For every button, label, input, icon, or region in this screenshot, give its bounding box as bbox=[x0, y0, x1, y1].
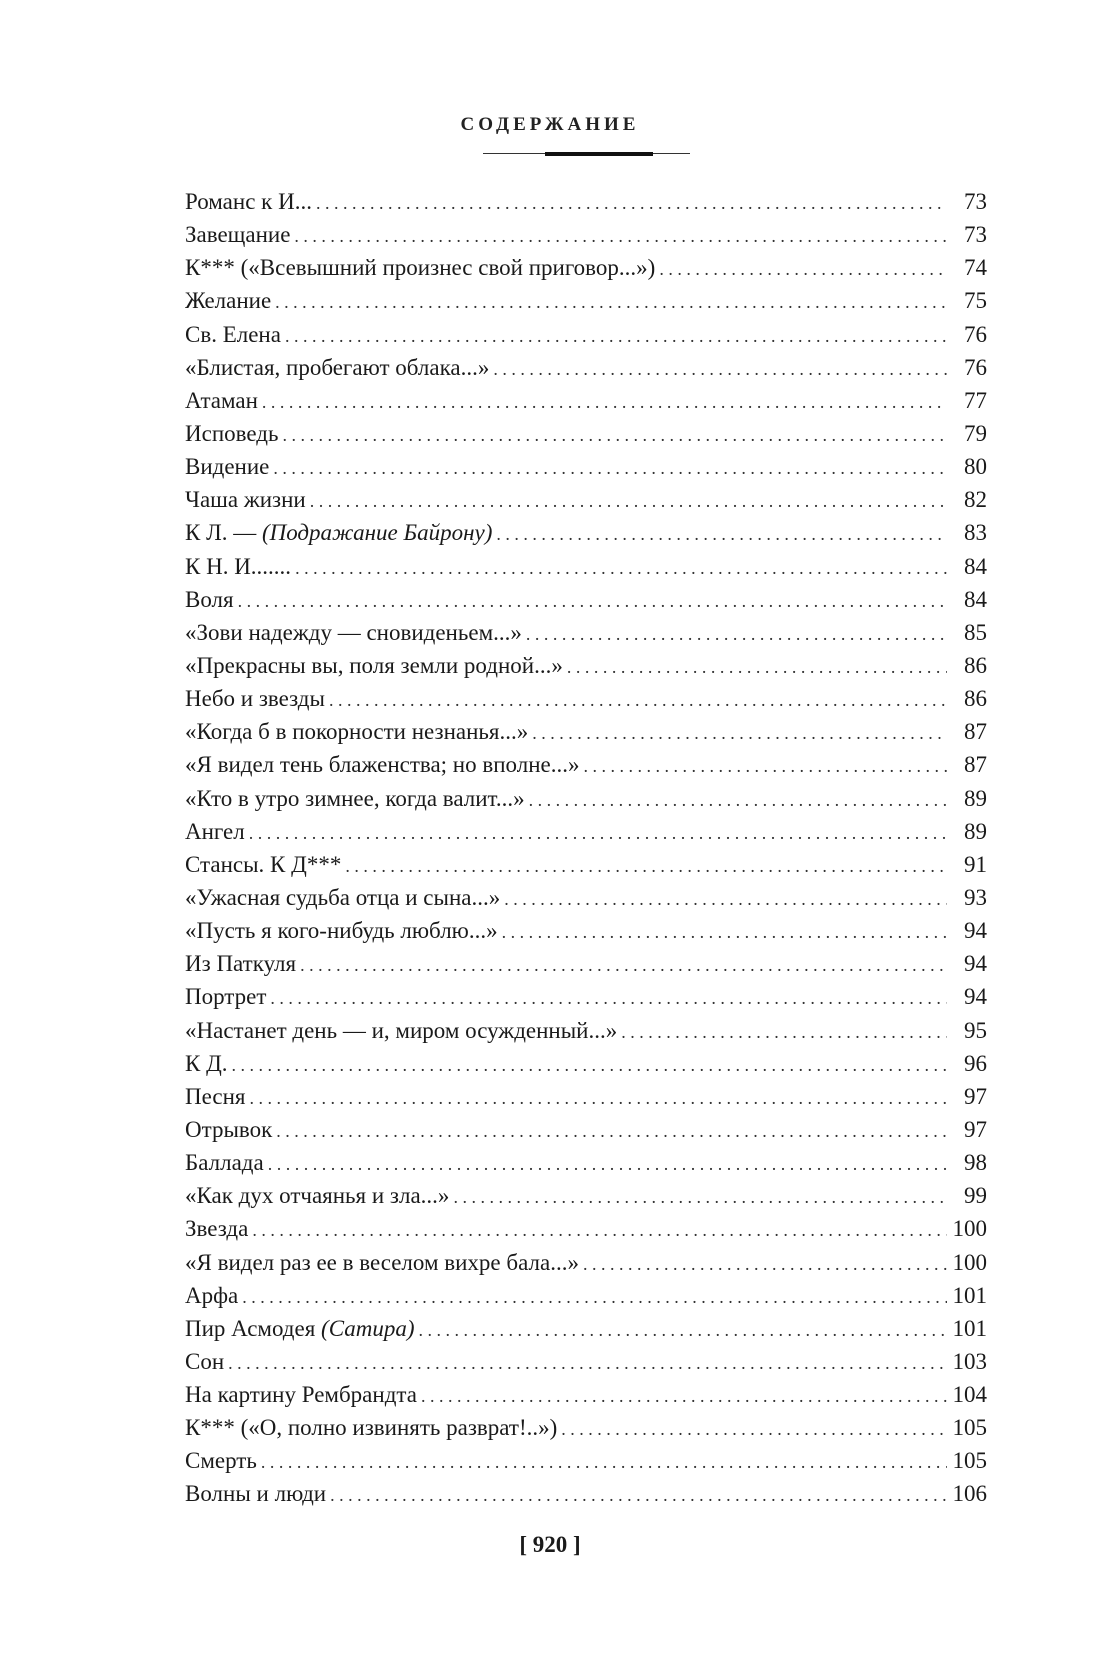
toc-entry bbox=[185, 980, 987, 1013]
toc-entry-title bbox=[185, 384, 258, 417]
toc-entry-page: 100 bbox=[952, 1216, 987, 1242]
toc-entry-title-text: «Когда б в покорности незнанья...» bbox=[185, 719, 529, 745]
dot-leader bbox=[261, 1446, 947, 1479]
toc-entry-title-text: «Я видел тень блаженства; но вполне...» bbox=[185, 752, 580, 778]
toc-entry-page: 86 bbox=[964, 652, 987, 678]
toc-entry bbox=[185, 782, 987, 815]
dot-leader bbox=[295, 552, 947, 585]
toc-entry-page: 85 bbox=[964, 619, 987, 645]
toc-entry-title bbox=[185, 1146, 264, 1179]
toc-entry-title bbox=[185, 1279, 238, 1312]
page-title: СОДЕРЖАНИЕ bbox=[460, 114, 640, 135]
toc-entry-title-text: Завещание bbox=[185, 222, 291, 248]
toc-entry-page: 101 bbox=[952, 1315, 987, 1341]
toc-entry-title bbox=[185, 947, 296, 980]
toc-entry-title bbox=[185, 1444, 257, 1477]
dot-leader bbox=[273, 452, 947, 485]
toc-entry-title-text: Волны и люди bbox=[185, 1481, 327, 1507]
toc-entry bbox=[185, 583, 987, 616]
toc-entry-title bbox=[185, 185, 312, 218]
toc-entry-title-text: «Настанет день — и, миром осужденный...» bbox=[185, 1017, 618, 1043]
dot-leader bbox=[418, 1314, 947, 1347]
toc-entry-title bbox=[185, 914, 498, 947]
toc-entry bbox=[185, 218, 987, 251]
toc-entry bbox=[185, 284, 987, 317]
toc-entry-title-text: Сон bbox=[185, 1348, 225, 1374]
dot-leader bbox=[529, 784, 947, 817]
dot-leader bbox=[276, 1115, 947, 1148]
toc-entry-title bbox=[185, 251, 655, 284]
toc-entry bbox=[185, 318, 987, 351]
dot-leader bbox=[238, 585, 947, 618]
dot-leader bbox=[250, 1082, 948, 1115]
toc-entry-title-text: К Д. bbox=[185, 1050, 228, 1076]
toc-entry-title-italic: (Подражание Байрону) bbox=[261, 520, 493, 546]
dot-leader bbox=[659, 253, 947, 286]
dot-leader bbox=[310, 485, 947, 518]
toc-entry bbox=[185, 1411, 987, 1444]
toc-entry-title bbox=[185, 1246, 579, 1279]
toc-entry-page: 77 bbox=[964, 387, 987, 413]
toc-entry bbox=[185, 516, 987, 549]
toc-entry-page: 73 bbox=[964, 222, 987, 248]
toc-entry-page: 80 bbox=[964, 454, 987, 480]
dot-leader bbox=[300, 949, 947, 982]
toc-entry-title bbox=[185, 1411, 557, 1444]
dot-leader bbox=[252, 1214, 947, 1247]
dot-leader bbox=[262, 386, 947, 419]
toc-entry bbox=[185, 1246, 987, 1279]
toc-entry-title bbox=[185, 1477, 326, 1510]
toc-entry-title bbox=[185, 815, 245, 848]
toc-entry-title bbox=[185, 218, 290, 251]
toc-entry-page: 76 bbox=[964, 354, 987, 380]
toc-entry bbox=[185, 550, 987, 583]
toc-entry-title bbox=[185, 881, 500, 914]
toc-entry-page: 105 bbox=[952, 1448, 987, 1474]
toc-entry-title-text: Песня bbox=[185, 1083, 246, 1109]
toc-entry-page: 101 bbox=[952, 1282, 987, 1308]
toc-entry-page: 99 bbox=[964, 1183, 987, 1209]
toc-entry bbox=[185, 1014, 987, 1047]
toc-entry-title bbox=[185, 715, 528, 748]
toc-entry bbox=[185, 417, 987, 450]
toc-entry-page: 82 bbox=[964, 487, 987, 513]
toc-entry-title-text: «Блистая, пробегают облака...» bbox=[185, 354, 490, 380]
dot-leader bbox=[504, 883, 947, 916]
dot-leader bbox=[496, 518, 947, 551]
toc-entry-title-text: «Прекрасны вы, поля земли родной...» bbox=[185, 652, 563, 678]
toc-entry-title-text: Желание bbox=[185, 288, 272, 314]
dot-leader bbox=[294, 220, 947, 253]
toc-entry bbox=[185, 815, 987, 848]
toc-entry-title-italic: (Сатира) bbox=[321, 1315, 415, 1341]
toc-entry-title-text: К*** («Всевышний произнес свой приговор...») bbox=[185, 255, 656, 281]
dot-leader bbox=[567, 651, 947, 684]
toc-entry-title bbox=[185, 483, 306, 516]
toc-entry-page: 98 bbox=[964, 1150, 987, 1176]
toc-entry bbox=[185, 1146, 987, 1179]
dot-leader bbox=[270, 982, 947, 1015]
dot-leader bbox=[532, 717, 947, 750]
toc-entry-page: 94 bbox=[964, 984, 987, 1010]
toc-entry-title bbox=[185, 318, 281, 351]
toc-entry-page: 83 bbox=[964, 520, 987, 546]
dot-leader bbox=[268, 1148, 947, 1181]
toc-entry-title bbox=[185, 1080, 246, 1113]
dot-leader bbox=[330, 1479, 947, 1512]
toc-entry-title bbox=[185, 980, 266, 1013]
toc-entry-page: 74 bbox=[964, 255, 987, 281]
toc-entry-title-text: К Л. — bbox=[185, 520, 262, 546]
dot-leader bbox=[421, 1380, 947, 1413]
toc-entry bbox=[185, 483, 987, 516]
toc-entry-page: 89 bbox=[964, 818, 987, 844]
toc-entry bbox=[185, 748, 987, 781]
toc-entry-title bbox=[185, 550, 291, 583]
toc-entry-title-text: Атаман bbox=[185, 387, 258, 413]
toc-entry-page: 93 bbox=[964, 884, 987, 910]
toc-entry-title bbox=[185, 1312, 414, 1345]
toc-entry-title-text: Видение bbox=[185, 454, 270, 480]
dot-leader bbox=[228, 1347, 947, 1380]
toc-entry-title bbox=[185, 351, 489, 384]
toc-entry-page: 76 bbox=[964, 321, 987, 347]
toc-entry-page: 87 bbox=[964, 719, 987, 745]
toc-entry bbox=[185, 1279, 987, 1312]
toc-entry bbox=[185, 384, 987, 417]
toc-entry-page: 79 bbox=[964, 420, 987, 446]
toc-entry-page: 89 bbox=[964, 785, 987, 811]
toc-entry-title-text: «Зови надежду — сновиденьем...» bbox=[185, 619, 522, 645]
toc-entry-page: 75 bbox=[964, 288, 987, 314]
toc-entry bbox=[185, 616, 987, 649]
toc-entry-title-text: Пир Асмодея bbox=[185, 1315, 322, 1341]
toc-entry bbox=[185, 1047, 987, 1080]
dot-leader bbox=[282, 419, 947, 452]
dot-leader bbox=[285, 320, 947, 353]
toc-entry bbox=[185, 649, 987, 682]
toc-entry-title-text: Отрывок bbox=[185, 1116, 273, 1142]
toc-entry-title bbox=[185, 1014, 617, 1047]
toc-entry bbox=[185, 1378, 987, 1411]
dot-leader bbox=[316, 187, 947, 220]
toc-entry-title bbox=[185, 417, 278, 450]
toc-entry-title bbox=[185, 516, 492, 549]
toc-entry-page: 91 bbox=[964, 851, 987, 877]
dot-leader bbox=[329, 684, 947, 717]
toc-entry-page: 84 bbox=[964, 586, 987, 612]
toc-entry-title bbox=[185, 1345, 224, 1378]
title-rule-accent bbox=[545, 152, 653, 156]
toc-entry-title-text: Чаша жизни bbox=[185, 487, 306, 513]
toc-entry-title-text: «Кто в утро зимнее, когда валит...» bbox=[185, 785, 525, 811]
toc-entry-page: 94 bbox=[964, 918, 987, 944]
dot-leader bbox=[493, 353, 947, 386]
toc-entry-title-text: Романс к И... bbox=[185, 189, 312, 214]
toc-entry-title-text: Стансы. К Д*** bbox=[185, 851, 342, 877]
dot-leader bbox=[275, 286, 947, 319]
toc-entry-title-text: «Как дух отчаянья и зла...» bbox=[185, 1183, 450, 1209]
toc-entry bbox=[185, 848, 987, 881]
toc-entry-title bbox=[185, 1212, 248, 1245]
dot-leader bbox=[621, 1016, 947, 1049]
dot-leader bbox=[561, 1413, 947, 1446]
toc-entry bbox=[185, 1477, 987, 1510]
toc-entry-title bbox=[185, 748, 579, 781]
toc-entry-page: 95 bbox=[964, 1017, 987, 1043]
toc-entry-title bbox=[185, 782, 525, 815]
toc-entry-page: 96 bbox=[964, 1050, 987, 1076]
toc-entry-title-text: Баллада bbox=[185, 1150, 264, 1176]
toc-entry-title-text: «Я видел раз ее в веселом вихре бала...» bbox=[185, 1249, 579, 1275]
toc-entry bbox=[185, 251, 987, 284]
toc-entry-title-text: Арфа bbox=[185, 1282, 239, 1308]
toc-entry-title bbox=[185, 1047, 228, 1080]
toc-entry bbox=[185, 1179, 987, 1212]
toc-entry-title-text: Небо и звезды bbox=[185, 686, 325, 712]
toc-entry-title bbox=[185, 649, 563, 682]
toc-entry bbox=[185, 1212, 987, 1245]
toc-entry-title bbox=[185, 1113, 272, 1146]
toc-entry-page: 97 bbox=[964, 1116, 987, 1142]
toc-entry-page: 97 bbox=[964, 1083, 987, 1109]
dot-leader bbox=[526, 618, 947, 651]
toc-entry bbox=[185, 947, 987, 980]
toc-entry-title-text: На картину Рембрандта bbox=[185, 1382, 417, 1408]
toc-entry-page: 105 bbox=[952, 1415, 987, 1441]
toc-entry bbox=[185, 914, 987, 947]
toc-entry-title bbox=[185, 583, 234, 616]
toc-entry-title bbox=[185, 284, 271, 317]
toc-entry bbox=[185, 1080, 987, 1113]
toc-entry bbox=[185, 1345, 987, 1378]
toc-entry-title bbox=[185, 616, 522, 649]
toc-entry bbox=[185, 682, 987, 715]
toc-entry bbox=[185, 450, 987, 483]
toc-entry-title-text: Воля bbox=[185, 586, 234, 612]
dot-leader bbox=[345, 850, 947, 883]
toc-entry bbox=[185, 881, 987, 914]
toc-entry-title-text: Смерть bbox=[185, 1448, 257, 1474]
toc-entry-title-text: К Н. И....... bbox=[185, 553, 292, 579]
toc-entry bbox=[185, 1312, 987, 1345]
toc-entry-page: 87 bbox=[964, 752, 987, 778]
toc-entry-title-text: «Ужасная судьба отца и сына...» bbox=[185, 884, 501, 910]
dot-leader bbox=[583, 750, 947, 783]
page-number: [ 920 ] bbox=[519, 1532, 581, 1557]
toc-entry-page: 84 bbox=[964, 553, 987, 579]
toc-entry-title bbox=[185, 1378, 417, 1411]
toc-entry bbox=[185, 185, 987, 218]
toc-entry bbox=[185, 351, 987, 384]
toc-entry-title-text: Звезда bbox=[185, 1216, 249, 1242]
toc-entry-page: 106 bbox=[952, 1481, 987, 1507]
toc-entry-page: 104 bbox=[952, 1382, 987, 1408]
toc-entry-title bbox=[185, 848, 341, 881]
toc-entry-page: 94 bbox=[964, 951, 987, 977]
dot-leader bbox=[502, 916, 947, 949]
toc-entry-title-text: Портрет bbox=[185, 984, 267, 1010]
toc-entry-title-text: Исповедь bbox=[185, 420, 279, 446]
toc-entry-page: 73 bbox=[964, 189, 987, 214]
toc-entry bbox=[185, 1113, 987, 1146]
dot-leader bbox=[583, 1248, 947, 1281]
toc-entry-title bbox=[185, 682, 325, 715]
dot-leader bbox=[249, 817, 947, 850]
table-of-contents bbox=[185, 185, 987, 1511]
toc-entry-title-text: Св. Елена bbox=[185, 321, 281, 347]
toc-entry-title-text: К*** («О, полно извинять разврат!..») bbox=[185, 1415, 558, 1441]
toc-entry-page: 86 bbox=[964, 686, 987, 712]
dot-leader bbox=[232, 1049, 947, 1082]
toc-entry-page: 103 bbox=[952, 1348, 987, 1374]
toc-entry bbox=[185, 1444, 987, 1477]
dot-leader bbox=[453, 1181, 947, 1214]
toc-entry-title-text: Ангел bbox=[185, 818, 245, 844]
toc-entry bbox=[185, 715, 987, 748]
toc-entry-title-text: Из Паткуля bbox=[185, 951, 297, 977]
dot-leader bbox=[242, 1281, 947, 1314]
toc-entry-title bbox=[185, 450, 269, 483]
toc-entry-title-text: «Пусть я кого-нибудь люблю...» bbox=[185, 918, 498, 944]
toc-entry-page: 100 bbox=[952, 1249, 987, 1275]
toc-entry-title bbox=[185, 1179, 449, 1212]
